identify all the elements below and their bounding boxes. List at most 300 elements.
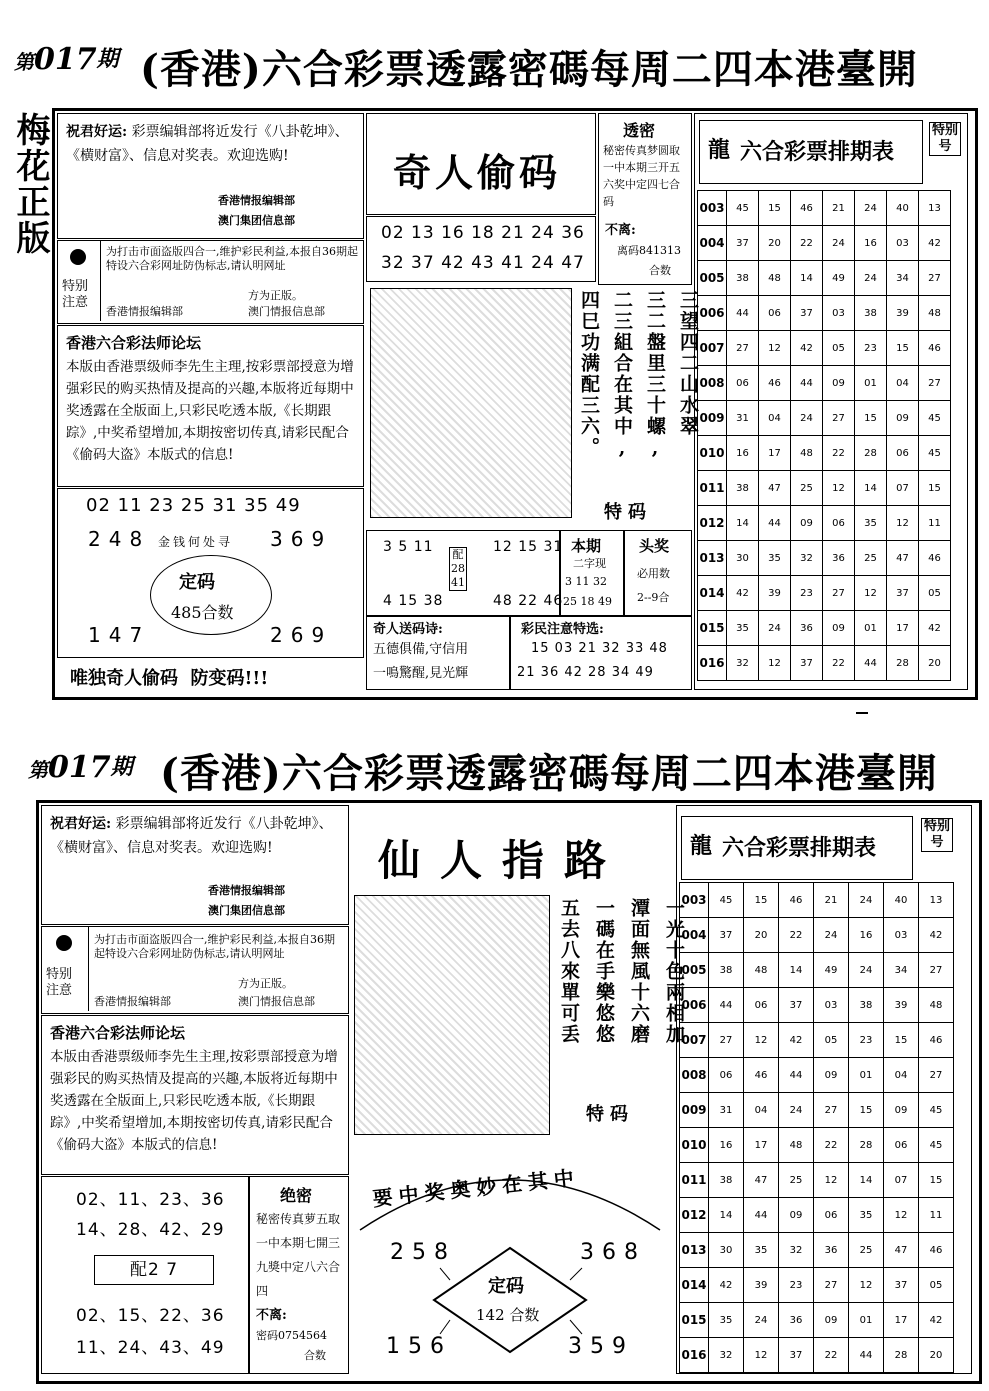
benqi-title: 本期 bbox=[571, 537, 602, 555]
schedule-number: 35 bbox=[709, 1303, 744, 1338]
schedule-number: 39 bbox=[759, 576, 791, 611]
schedule-title-2: 六合彩票排期表 bbox=[722, 835, 877, 861]
schedule-number: 01 bbox=[855, 366, 887, 401]
schedule-row bbox=[698, 646, 951, 681]
buli-label-2: 不离: bbox=[256, 1308, 287, 1323]
schedule-number: 24 bbox=[744, 1303, 779, 1338]
schedule-row bbox=[680, 1128, 954, 1163]
schedule-number: 27 bbox=[727, 331, 759, 366]
schedule-issue: 011 bbox=[698, 471, 727, 506]
schedule-number: 09 bbox=[884, 1093, 919, 1128]
schedule-number: 46 bbox=[779, 883, 814, 918]
schedule-number: 14 bbox=[727, 506, 759, 541]
notice2-box bbox=[510, 616, 692, 690]
notice-sign-2-2: 澳门情报信息部 bbox=[238, 995, 315, 1008]
schedule-number: 30 bbox=[709, 1233, 744, 1268]
forum-title-2: 香港六合彩法师论坛 bbox=[50, 1024, 186, 1042]
toujiang-range: 2--9合 bbox=[637, 591, 670, 604]
schedule-number: 15 bbox=[884, 1023, 919, 1058]
schedule-number: 25 bbox=[849, 1233, 884, 1268]
forum-box-2 bbox=[41, 1015, 349, 1175]
corner-bottom-right: 269 bbox=[270, 623, 333, 647]
schedule-number: 09 bbox=[779, 1198, 814, 1233]
schedule-special-number: 45 bbox=[919, 436, 951, 471]
schedule-number: 06 bbox=[814, 1198, 849, 1233]
schedule-special-number: 46 bbox=[919, 541, 951, 576]
schedule-number: 17 bbox=[759, 436, 791, 471]
schedule-number: 03 bbox=[887, 226, 919, 261]
schedule-number: 30 bbox=[727, 541, 759, 576]
schedule-number: 48 bbox=[744, 953, 779, 988]
schedule-number: 42 bbox=[709, 1268, 744, 1303]
group-left-bottom: 4 15 38 bbox=[383, 593, 444, 609]
schedule-number: 47 bbox=[744, 1163, 779, 1198]
schedule-number: 09 bbox=[814, 1058, 849, 1093]
schedule-number: 09 bbox=[791, 506, 823, 541]
schedule-number: 27 bbox=[709, 1023, 744, 1058]
greeting-body-2: 彩票编辑部将近发行《八卦乾坤》、《横财富》、信息对奖表。欢迎选购! bbox=[50, 816, 333, 856]
schedule-row bbox=[698, 576, 951, 611]
schedule-number: 34 bbox=[887, 261, 919, 296]
notice2-line-1: 15 03 21 32 33 48 bbox=[531, 641, 668, 656]
schedule-issue: 016 bbox=[698, 646, 727, 681]
schedule-number: 31 bbox=[709, 1093, 744, 1128]
special-label-2: 特别号 bbox=[921, 818, 953, 852]
schedule-number: 45 bbox=[709, 883, 744, 918]
schedule-number: 23 bbox=[791, 576, 823, 611]
schedule-number: 35 bbox=[849, 1198, 884, 1233]
schedule-special-number: 46 bbox=[919, 331, 951, 366]
secret-title: 透密 bbox=[623, 121, 656, 140]
schedule-title: 六合彩票排期表 bbox=[740, 139, 895, 165]
schedule-number: 35 bbox=[855, 506, 887, 541]
schedule-row bbox=[698, 261, 951, 296]
schedule-number: 20 bbox=[744, 918, 779, 953]
schedule-issue: 006 bbox=[698, 296, 727, 331]
dragon-icon-2: 龍 bbox=[690, 833, 713, 859]
schedule-special-number: 46 bbox=[919, 1233, 954, 1268]
schedule-number: 23 bbox=[779, 1268, 814, 1303]
arrow-bl bbox=[440, 1320, 450, 1334]
schedule-number: 37 bbox=[709, 918, 744, 953]
schedule-special-number: 11 bbox=[919, 506, 951, 541]
schedule-table bbox=[697, 190, 951, 681]
schedule-number: 22 bbox=[814, 1338, 849, 1373]
dingma-label: 定码 bbox=[179, 572, 215, 593]
arrow-tr bbox=[570, 1268, 582, 1280]
schedule-number: 16 bbox=[855, 226, 887, 261]
schedule-number: 14 bbox=[791, 261, 823, 296]
schedule-number: 24 bbox=[779, 1093, 814, 1128]
schedule-issue: 011 bbox=[680, 1163, 709, 1198]
schedule-number: 32 bbox=[727, 646, 759, 681]
schedule-number: 17 bbox=[744, 1128, 779, 1163]
greeting-sign-2-1: 香港情报编辑部 bbox=[208, 884, 285, 897]
schedule-row bbox=[680, 918, 954, 953]
schedule-number: 47 bbox=[887, 541, 919, 576]
schedule-number: 24 bbox=[823, 226, 855, 261]
schedule-number: 21 bbox=[814, 883, 849, 918]
corner-top-right-2: 368 bbox=[580, 1240, 646, 1265]
schedule-number: 40 bbox=[887, 191, 919, 226]
schedule-number: 12 bbox=[855, 576, 887, 611]
schedule-issue: 003 bbox=[698, 191, 727, 226]
schedule-issue: 015 bbox=[680, 1303, 709, 1338]
schedule-number: 06 bbox=[727, 366, 759, 401]
illustration-image bbox=[370, 288, 572, 518]
schedule-number: 01 bbox=[849, 1058, 884, 1093]
left-nums-2: 14、28、42、29 bbox=[76, 1220, 225, 1240]
schedule-number: 28 bbox=[855, 436, 887, 471]
schedule-row bbox=[698, 366, 951, 401]
schedule-number: 03 bbox=[884, 918, 919, 953]
schedule-row bbox=[698, 506, 951, 541]
poem-line-1: 三望四二山水翠 bbox=[677, 290, 699, 437]
schedule-number: 39 bbox=[744, 1268, 779, 1303]
schedule-number: 05 bbox=[814, 1023, 849, 1058]
benqi-n2: 25 18 49 bbox=[563, 595, 612, 608]
dingma-sum: 485合数 bbox=[171, 603, 234, 622]
schedule-number: 48 bbox=[791, 436, 823, 471]
schedule-number: 17 bbox=[884, 1303, 919, 1338]
schedule-row bbox=[680, 1303, 954, 1338]
schedule-row bbox=[698, 296, 951, 331]
forum-body-2: 本版由香港票级师李先生主理,按彩票部授意为增强彩民的购买热情及提高的兴趣,本版将近每期中奖透露在全版面上,只彩民吃透本版,《长期跟踪》,中奖希望增加,本期按密切传真,请彩民配合《偷码大盗》本版式的信息! bbox=[50, 1049, 338, 1153]
schedule-number: 15 bbox=[855, 401, 887, 436]
notice-sign-2: 澳门情报信息部 bbox=[248, 305, 325, 318]
schedule-special-number: 45 bbox=[919, 1128, 954, 1163]
poem2-title: 奇人送码诗: bbox=[373, 622, 443, 637]
schedule-number: 47 bbox=[884, 1233, 919, 1268]
headline: (香港)六合彩票透露密碼每周二四本港臺開 bbox=[140, 46, 918, 93]
schedule-row bbox=[680, 1163, 954, 1198]
schedule-number: 47 bbox=[759, 471, 791, 506]
schedule-number: 39 bbox=[887, 296, 919, 331]
schedule-special-number: 15 bbox=[919, 1163, 954, 1198]
buli-sum: 合数 bbox=[649, 264, 671, 277]
schedule-number: 24 bbox=[814, 918, 849, 953]
schedule-special-number: 27 bbox=[919, 366, 951, 401]
forum-box bbox=[57, 325, 364, 487]
notice2-line-2: 21 36 42 28 34 49 bbox=[517, 665, 654, 680]
schedule-row bbox=[680, 1023, 954, 1058]
benqi-n1: 3 11 32 bbox=[565, 575, 607, 588]
schedule-number: 09 bbox=[814, 1303, 849, 1338]
poem2-col-2: 潭面無風十六磨 bbox=[628, 898, 650, 1045]
ring-text: 金钱何处寻 bbox=[158, 535, 234, 549]
secret-box bbox=[598, 113, 692, 285]
poem-2 bbox=[556, 898, 688, 1108]
schedule-number: 44 bbox=[759, 506, 791, 541]
schedule-special-number: 15 bbox=[919, 471, 951, 506]
schedule-number: 25 bbox=[855, 541, 887, 576]
issue-number-2: 第$017^期$ bbox=[28, 750, 133, 785]
schedule-number: 14 bbox=[855, 471, 887, 506]
schedule-issue: 004 bbox=[680, 918, 709, 953]
schedule-number: 22 bbox=[823, 646, 855, 681]
schedule-number: 15 bbox=[759, 191, 791, 226]
schedule-row bbox=[698, 331, 951, 366]
schedule-issue: 008 bbox=[698, 366, 727, 401]
notice-label-cell-2 bbox=[42, 927, 89, 1011]
schedule-number: 04 bbox=[759, 401, 791, 436]
schedule-number: 22 bbox=[779, 918, 814, 953]
schedule-number: 23 bbox=[855, 331, 887, 366]
poem-line-2: 三二盤里三十螺, bbox=[644, 290, 666, 461]
schedule-number: 38 bbox=[709, 1163, 744, 1198]
poem2-line-1: 五德俱備,守信用 bbox=[373, 642, 469, 657]
schedule-number: 36 bbox=[823, 541, 855, 576]
schedule-number: 15 bbox=[849, 1093, 884, 1128]
schedule-number: 44 bbox=[779, 1058, 814, 1093]
schedule-number: 04 bbox=[744, 1093, 779, 1128]
notice-sign-2-1: 香港情报编辑部 bbox=[94, 995, 171, 1008]
schedule-special-number: 42 bbox=[919, 1303, 954, 1338]
schedule-row bbox=[680, 988, 954, 1023]
schedule-table-2 bbox=[679, 882, 954, 1373]
schedule-number: 38 bbox=[855, 296, 887, 331]
schedule-issue: 014 bbox=[680, 1268, 709, 1303]
schedule-row bbox=[680, 1268, 954, 1303]
schedule-number: 28 bbox=[887, 646, 919, 681]
schedule-number: 17 bbox=[887, 611, 919, 646]
notice-box-2 bbox=[41, 926, 349, 1014]
pei-box: 配2 7 bbox=[94, 1255, 214, 1285]
schedule-number: 05 bbox=[823, 331, 855, 366]
schedule-number: 06 bbox=[759, 296, 791, 331]
schedule-number: 12 bbox=[887, 506, 919, 541]
slogan: 唯独奇人偷码 防变码!!! bbox=[70, 668, 269, 689]
schedule-special-number: 13 bbox=[919, 883, 954, 918]
poem-line-3: 二三組合在其中, bbox=[611, 290, 633, 461]
schedule-row bbox=[680, 1058, 954, 1093]
secret-title-2: 绝密 bbox=[280, 1186, 313, 1205]
schedule-number: 35 bbox=[744, 1233, 779, 1268]
schedule-box-2 bbox=[676, 805, 972, 1374]
diamond-shape bbox=[434, 1248, 586, 1352]
left-nums-4: 11、24、43、49 bbox=[76, 1338, 225, 1358]
schedule-number: 38 bbox=[849, 988, 884, 1023]
corner-top-left: 248 bbox=[88, 527, 151, 551]
schedule-row bbox=[680, 1198, 954, 1233]
schedule-issue: 007 bbox=[680, 1023, 709, 1058]
schedule-number: 12 bbox=[884, 1198, 919, 1233]
schedule-issue: 014 bbox=[698, 576, 727, 611]
schedule-number: 42 bbox=[727, 576, 759, 611]
schedule-issue: 012 bbox=[698, 506, 727, 541]
schedule-row bbox=[698, 611, 951, 646]
toujiang-title: 头奖 bbox=[639, 537, 670, 555]
schedule-number: 07 bbox=[887, 471, 919, 506]
schedule-special-number: 05 bbox=[919, 576, 951, 611]
poem2-line-2: 一鳴驚醒,見光輝 bbox=[373, 666, 469, 681]
schedule-number: 31 bbox=[727, 401, 759, 436]
schedule-special-number: 05 bbox=[919, 1268, 954, 1303]
secret-body-2: 秘密传真萝五取一中本期七開三九獎中定八六合四 bbox=[256, 1212, 341, 1298]
schedule-number: 28 bbox=[884, 1338, 919, 1373]
schedule-number: 21 bbox=[823, 191, 855, 226]
schedule-number: 12 bbox=[744, 1338, 779, 1373]
schedule-number: 12 bbox=[823, 471, 855, 506]
schedule-issue: 013 bbox=[698, 541, 727, 576]
schedule-number: 09 bbox=[823, 611, 855, 646]
schedule-number: 22 bbox=[823, 436, 855, 471]
notice-label: 特别注意 bbox=[62, 279, 89, 310]
secret-body: 秘密传真梦圆取一中本期三开五六奖中定四七合码 bbox=[603, 144, 680, 208]
left-nums-3: 02、15、22、36 bbox=[76, 1306, 225, 1326]
headline-2: (香港)六合彩票透露密碼每周二四本港臺開 bbox=[160, 750, 938, 797]
schedule-number: 06 bbox=[887, 436, 919, 471]
poem2-col-4: 五去八來單可丢 bbox=[558, 898, 580, 1045]
schedule-number: 37 bbox=[779, 1338, 814, 1373]
greeting-body: 彩票编辑部将近发行《八卦乾坤》、《横财富》、信息对奖表。欢迎选购! bbox=[66, 124, 349, 164]
schedule-number: 24 bbox=[855, 191, 887, 226]
schedule-special-number: 48 bbox=[919, 296, 951, 331]
schedule-number: 06 bbox=[823, 506, 855, 541]
schedule-number: 44 bbox=[791, 366, 823, 401]
schedule-number: 12 bbox=[849, 1268, 884, 1303]
forum-body: 本版由香港票级师李先生主理,按彩票部授意为增强彩民的购买热情及提高的兴趣,本版将近每期中奖透露在全版面上,只彩民吃透本版,《长期跟踪》,中奖希望增加,本期按密切传真,请彩民配合《偷码大盗》本版式的信息! bbox=[66, 359, 354, 463]
schedule-number: 34 bbox=[884, 953, 919, 988]
schedule-number: 48 bbox=[779, 1128, 814, 1163]
schedule-number: 44 bbox=[744, 1198, 779, 1233]
schedule-issue: 010 bbox=[680, 1128, 709, 1163]
schedule-number: 44 bbox=[727, 296, 759, 331]
schedule-number: 36 bbox=[814, 1233, 849, 1268]
schedule-number: 06 bbox=[744, 988, 779, 1023]
schedule-number: 14 bbox=[779, 953, 814, 988]
notice-sign-1: 香港情报编辑部 bbox=[106, 305, 183, 318]
schedule-number: 42 bbox=[779, 1023, 814, 1058]
schedule-row bbox=[698, 471, 951, 506]
schedule-special-number: 27 bbox=[919, 1058, 954, 1093]
schedule-header-2 bbox=[681, 816, 913, 880]
poem2-box bbox=[366, 616, 510, 690]
greeting-sign-2: 澳门集团信息部 bbox=[218, 214, 295, 227]
schedule-number: 40 bbox=[884, 883, 919, 918]
schedule-number: 15 bbox=[744, 883, 779, 918]
dingma-sum-2: 142 合数 bbox=[476, 1306, 540, 1324]
schedule-issue: 006 bbox=[680, 988, 709, 1023]
schedule-number: 38 bbox=[727, 261, 759, 296]
schedule-number: 37 bbox=[727, 226, 759, 261]
schedule-number: 03 bbox=[814, 988, 849, 1023]
dragon-icon: 龍 bbox=[708, 137, 731, 163]
schedule-number: 46 bbox=[744, 1058, 779, 1093]
arrow-br bbox=[570, 1320, 582, 1334]
schedule-special-number: 42 bbox=[919, 611, 951, 646]
schedule-number: 36 bbox=[791, 611, 823, 646]
schedule-number: 25 bbox=[779, 1163, 814, 1198]
center-nums-2: 32 37 42 43 41 24 47 bbox=[381, 253, 585, 273]
issue-number: 第$017^期$ bbox=[14, 42, 119, 77]
schedule-number: 16 bbox=[709, 1128, 744, 1163]
schedule-number: 35 bbox=[727, 611, 759, 646]
schedule-special-number: 11 bbox=[919, 1198, 954, 1233]
schedule-row bbox=[680, 1233, 954, 1268]
schedule-issue: 005 bbox=[698, 261, 727, 296]
schedule-number: 32 bbox=[709, 1338, 744, 1373]
schedule-number: 22 bbox=[814, 1128, 849, 1163]
secret-box-2 bbox=[249, 1176, 349, 1374]
schedule-special-number: 48 bbox=[919, 988, 954, 1023]
schedule-number: 20 bbox=[759, 226, 791, 261]
group-box bbox=[366, 530, 564, 616]
schedule-number: 49 bbox=[814, 953, 849, 988]
schedule-row bbox=[680, 1338, 954, 1373]
buli-code: 离码841313 bbox=[617, 244, 681, 257]
schedule-number: 37 bbox=[779, 988, 814, 1023]
notice-body: 为打击市面盗版四合一,维护彩民利益,本报自36期起特设六合彩网址防伪标志,请认明网址 bbox=[106, 245, 358, 272]
dingma-ellipse bbox=[150, 555, 272, 635]
tema-label-2: 特码 bbox=[586, 1104, 634, 1125]
schedule-number: 01 bbox=[849, 1303, 884, 1338]
center-title-box bbox=[366, 113, 596, 215]
schedule-issue: 009 bbox=[698, 401, 727, 436]
bomb-icon bbox=[70, 249, 86, 265]
corner-top-left-2: 258 bbox=[390, 1240, 456, 1265]
arrow-tl bbox=[440, 1268, 450, 1280]
schedule-number: 37 bbox=[791, 646, 823, 681]
schedule-number: 24 bbox=[849, 883, 884, 918]
schedule-row bbox=[680, 953, 954, 988]
schedule-number: 07 bbox=[884, 1163, 919, 1198]
schedule-issue: 005 bbox=[680, 953, 709, 988]
schedule-number: 12 bbox=[744, 1023, 779, 1058]
greeting-box bbox=[57, 113, 364, 239]
schedule-issue: 010 bbox=[698, 436, 727, 471]
center-title: 奇人偷码 bbox=[393, 150, 562, 195]
group-left-top: 3 5 11 bbox=[383, 539, 434, 555]
illustration-image-2 bbox=[354, 895, 550, 1135]
schedule-number: 37 bbox=[884, 1268, 919, 1303]
schedule-number: 14 bbox=[849, 1163, 884, 1198]
left-nums-box bbox=[41, 1176, 249, 1374]
schedule-number: 12 bbox=[759, 646, 791, 681]
schedule-row bbox=[698, 436, 951, 471]
schedule-issue: 016 bbox=[680, 1338, 709, 1373]
notice-label-2: 特别注意 bbox=[46, 967, 73, 998]
schedule-number: 09 bbox=[823, 366, 855, 401]
schedule-number: 44 bbox=[709, 988, 744, 1023]
divider-mark bbox=[856, 712, 868, 714]
dingma-label-2: 定码 bbox=[488, 1276, 524, 1297]
buli-code-2: 密码0754564 bbox=[256, 1329, 327, 1342]
greeting-sign-1: 香港情报编辑部 bbox=[218, 194, 295, 207]
schedule-number: 03 bbox=[823, 296, 855, 331]
schedule-number: 38 bbox=[709, 953, 744, 988]
schedule-number: 27 bbox=[823, 576, 855, 611]
schedule-header bbox=[699, 120, 923, 184]
schedule-row bbox=[680, 1093, 954, 1128]
schedule-special-number: 20 bbox=[919, 646, 951, 681]
schedule-number: 42 bbox=[791, 331, 823, 366]
schedule-issue: 009 bbox=[680, 1093, 709, 1128]
schedule-special-number: 27 bbox=[919, 261, 951, 296]
schedule-number: 46 bbox=[759, 366, 791, 401]
schedule-number: 27 bbox=[823, 401, 855, 436]
group-right-top: 12 15 31 bbox=[493, 539, 564, 555]
dingma-box bbox=[57, 488, 364, 658]
schedule-special-number: 45 bbox=[919, 401, 951, 436]
notice-box bbox=[57, 240, 364, 324]
center-nums-box bbox=[366, 216, 596, 282]
notice-label-cell bbox=[58, 241, 101, 321]
schedule-number: 44 bbox=[855, 646, 887, 681]
special-label: 特别号 bbox=[929, 122, 961, 156]
schedule-number: 27 bbox=[814, 1268, 849, 1303]
notice2-title: 彩民注意特选: bbox=[521, 622, 604, 637]
